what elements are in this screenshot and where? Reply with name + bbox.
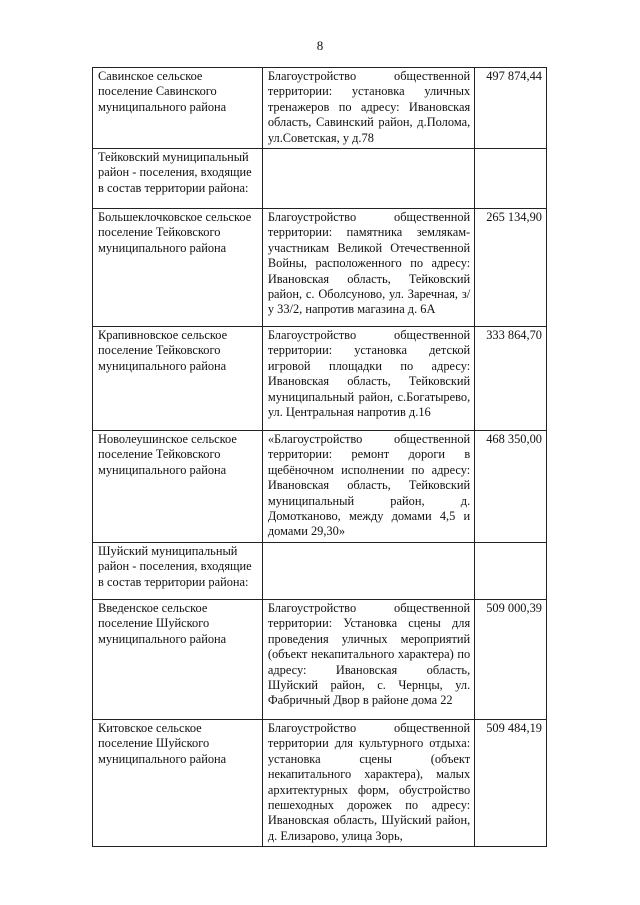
table-row: [93, 431, 547, 543]
purpose-cell: [262, 542, 474, 599]
amount-cell: 509 000,39: [475, 599, 547, 719]
recipient-cell: Новолеушинское сельское поселение Тейковского муниципального района: [93, 431, 263, 543]
recipient-cell: Тейковский муниципальный район - поселения, входящие в состав территории района:: [93, 149, 263, 209]
amount-cell: 333 864,70: [475, 327, 547, 431]
amount-cell: 468 350,00: [475, 431, 547, 543]
recipient-cell: Введенское сельское поселение Шуйского муниципального района: [93, 599, 263, 719]
recipient-cell: Китовское сельское поселение Шуйского муниципального района: [93, 719, 263, 846]
table-row: [93, 599, 547, 719]
amount-cell: 509 484,19: [475, 719, 547, 846]
recipient-cell: Крапивновское сельское поселение Тейковского муниципального района: [93, 327, 263, 431]
purpose-cell: [262, 149, 474, 209]
amount-cell: [475, 542, 547, 599]
purpose-cell: Благоустройство общественной территории: памятника землякам-участникам Великой Отечественной Войны, расположенного по адресу: Ивановская область, Тейковский район, с. Оболсуново, ул. Заречная, з/у 33/2, напротив магазина д. 6А: [262, 209, 474, 327]
amount-cell: 497 874,44: [475, 68, 547, 149]
purpose-cell: «Благоустройство общественной территории: ремонт дороги в щебёночном исполнении по адресу: Ивановская область, Тейковский муниципальный район, д. Домотканово, между домами 4,5 и домами 29,30»: [262, 431, 474, 543]
recipient-cell: Савинское сельское поселение Савинского муниципального района: [93, 68, 263, 149]
amount-cell: [475, 149, 547, 209]
page-number: 8: [316, 38, 324, 53]
table-row: [93, 719, 547, 846]
table-row: [93, 327, 547, 431]
purpose-cell: Благоустройство общественной территории: установка уличных тренажеров по адресу: Ивановская область, Савинский район, д.Полома, ул.Советская, у д.78: [262, 68, 474, 149]
purpose-cell: Благоустройство общественной территории для культурного отдыха: установка сцены (объект некапитального характера), малых архитектурных форм, обустройство пешеходных дорожек по адресу: Ивановская область, Шуйский район, д. Елизарово, улица Зорь,: [262, 719, 474, 846]
table-row: [93, 542, 547, 599]
purpose-cell: Благоустройство общественной территории: Установка сцены для проведения уличных мероприятий (объект некапитального характера) по адресу: Ивановская область, Шуйский район, с. Чернцы, ул. Фабричный Двор в районе дома 22: [262, 599, 474, 719]
purpose-cell: Благоустройство общественной территории: установка детской игровой площадки по адресу: Ивановская область, Тейковский муниципальный район, с.Богатырево, ул. Центральная напротив д.16: [262, 327, 474, 431]
table-row: [93, 149, 547, 209]
table-row: [93, 209, 547, 327]
subsidy-table: [92, 67, 547, 847]
recipient-cell: Большеклочковское сельское поселение Тейковского муниципального района: [93, 209, 263, 327]
recipient-cell: Шуйский муниципальный район - поселения, входящие в состав территории района:: [93, 542, 263, 599]
amount-cell: 265 134,90: [475, 209, 547, 327]
table-row: [93, 68, 547, 149]
